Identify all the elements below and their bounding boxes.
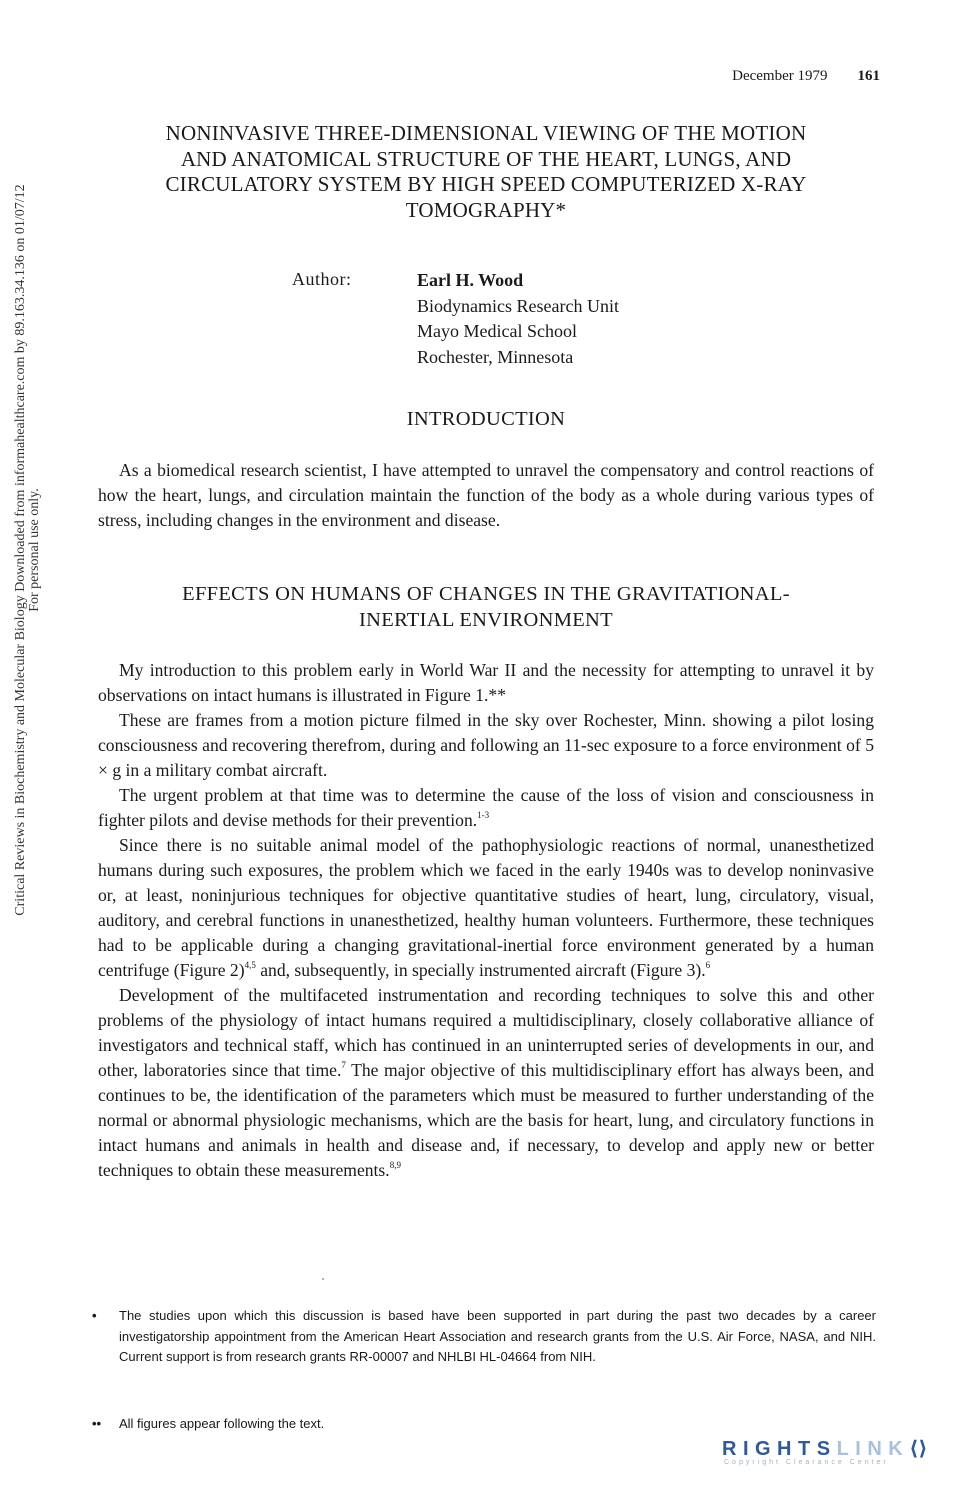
footnote-text: The studies upon which this discussion is based have been supported in part during the past two decades by a career investigatorship appointment from the American Heart Association and research grants from the U.S. Air Force, NASA, and NIH. Current support is from research grants RR-00007 and NHLBI HL-04664 from NIH. (119, 1308, 876, 1364)
author-label: Author: (292, 269, 352, 289)
citation-ref: 4,5 (244, 960, 256, 971)
paragraph (98, 833, 874, 983)
paragraph-text: As a biomedical research scientist, I have attempted to unravel the compensatory and control reactions of how the heart, lungs, and circulation maintain the function of the body as a whole during various types of stress, including changes in the environment and disease. (98, 460, 874, 530)
issue-date: December 1979 (732, 68, 828, 84)
paragraph-text: Since there is no suitable animal model of the pathophysiologic reactions of normal, unanesthetized humans during such exposures, the problem which we faced in the early 1940s was to develop noninvasive or, at least, noninjurious techniques for objective quantitative studies of heart, lung, circulatory, visual, auditory, and cerebral functions in unanesthetized, healthy human volunteers. Furthermore, these techniques had to be applicable during a changing gravitational-inertial force environment generated by a human centrifuge (Figure 2) (98, 835, 874, 980)
affiliation-line: Mayo Medical School (417, 321, 577, 341)
footnote-text: All figures appear following the text. (119, 1416, 325, 1431)
watermark-line: Critical Reviews in Biochemistry and Molecular Biology Downloaded from informahealthcare.com by 89.163.34.136 on 01/07/12 (13, 184, 28, 916)
heading-line: EFFECTS ON HUMANS OF CHANGES IN THE GRAVITATIONAL- (182, 583, 790, 605)
scan-speck (322, 1278, 324, 1280)
section-body (98, 658, 874, 1183)
title-line: CIRCULATORY SYSTEM BY HIGH SPEED COMPUTERIZED X-RAY (165, 172, 807, 196)
footnote-mark: • (92, 1308, 97, 1323)
article-title (98, 121, 874, 223)
logo-tagline: Copyright Clearance Center (724, 1459, 889, 1466)
affiliation-line: Biodynamics Research Unit (417, 295, 619, 316)
heading-line: INERTIAL ENVIRONMENT (359, 608, 613, 631)
page-number: 161 (857, 68, 880, 84)
paragraph (98, 658, 874, 708)
author-name: Earl H. Wood (417, 270, 524, 290)
affiliation-line: Rochester, Minnesota (417, 346, 574, 367)
logo-arrows-icon: ⟨⟩ (909, 1438, 928, 1460)
author-block (417, 268, 619, 370)
section-heading (98, 582, 874, 633)
citation-ref: 1-3 (477, 810, 490, 821)
paragraph-text: and, subsequently, in specially instrumented aircraft (Figure 3). (255, 960, 706, 980)
citation-ref: 6 (705, 960, 711, 971)
paragraph-text: The urgent problem at that time was to determine the cause of the loss of vision and consciousness in fighter pilots and devise methods for their prevention. (98, 785, 874, 830)
paragraph (98, 783, 874, 833)
citation-ref: 7 (341, 1060, 346, 1071)
title-line: TOMOGRAPHY* (405, 197, 567, 222)
paragraph-text: The major objective of this multidisciplinary effort has always been, and continues to be, the identification of the parameters which must be measured to further understanding of the normal or abnormal physiologic mechanisms, which are the basis for heart, lung, and circulatory functions in intact humans and animals in health and disease and, if necessary, to develop and apply new or better techniques to obtain these measurements. (98, 1060, 874, 1180)
watermark-line: For personal use only. (27, 488, 42, 612)
paragraph (98, 983, 874, 1183)
introduction-heading: INTRODUCTION (406, 408, 566, 430)
footnote-mark: •• (92, 1416, 102, 1431)
paragraph-text: Development of the multifaceted instrumentation and recording techniques to solve this and other problems of the physiology of intact humans required a multidisciplinary, closely collaborative alliance of investigators and technical staff, which has continued in an uninterrupted series of developments in our, and other, laboratories since that time. (98, 985, 874, 1080)
running-header (600, 68, 880, 85)
logo-light-text: LINK (836, 1438, 910, 1460)
download-watermark (14, 0, 42, 1200)
title-line: AND ANATOMICAL STRUCTURE OF THE HEART, LUNGS, AND (180, 146, 792, 171)
footnote (92, 1306, 876, 1368)
rightslink-logo[interactable] (722, 1436, 962, 1466)
citation-ref: 8,9 (389, 1160, 401, 1171)
title-line: NONINVASIVE THREE-DIMENSIONAL VIEWING OF THE MOTION (165, 121, 807, 145)
footnote (92, 1414, 876, 1435)
paragraph (98, 708, 874, 783)
paragraph-text: My introduction to this problem early in World War II and the necessity for attempting to unravel it by observations on intact humans is illustrated in Figure 1.** (98, 660, 874, 705)
logo-wordmark (722, 1436, 962, 1461)
introduction-paragraph (98, 458, 874, 533)
logo-dark-text: RIGHTS (722, 1438, 837, 1460)
paragraph-text: These are frames from a motion picture filmed in the sky over Rochester, Minn. showing a pilot losing consciousness and recovering therefrom, during and following an 11-sec exposure to a force environment of 5 × g in a military combat aircraft. (98, 710, 874, 780)
